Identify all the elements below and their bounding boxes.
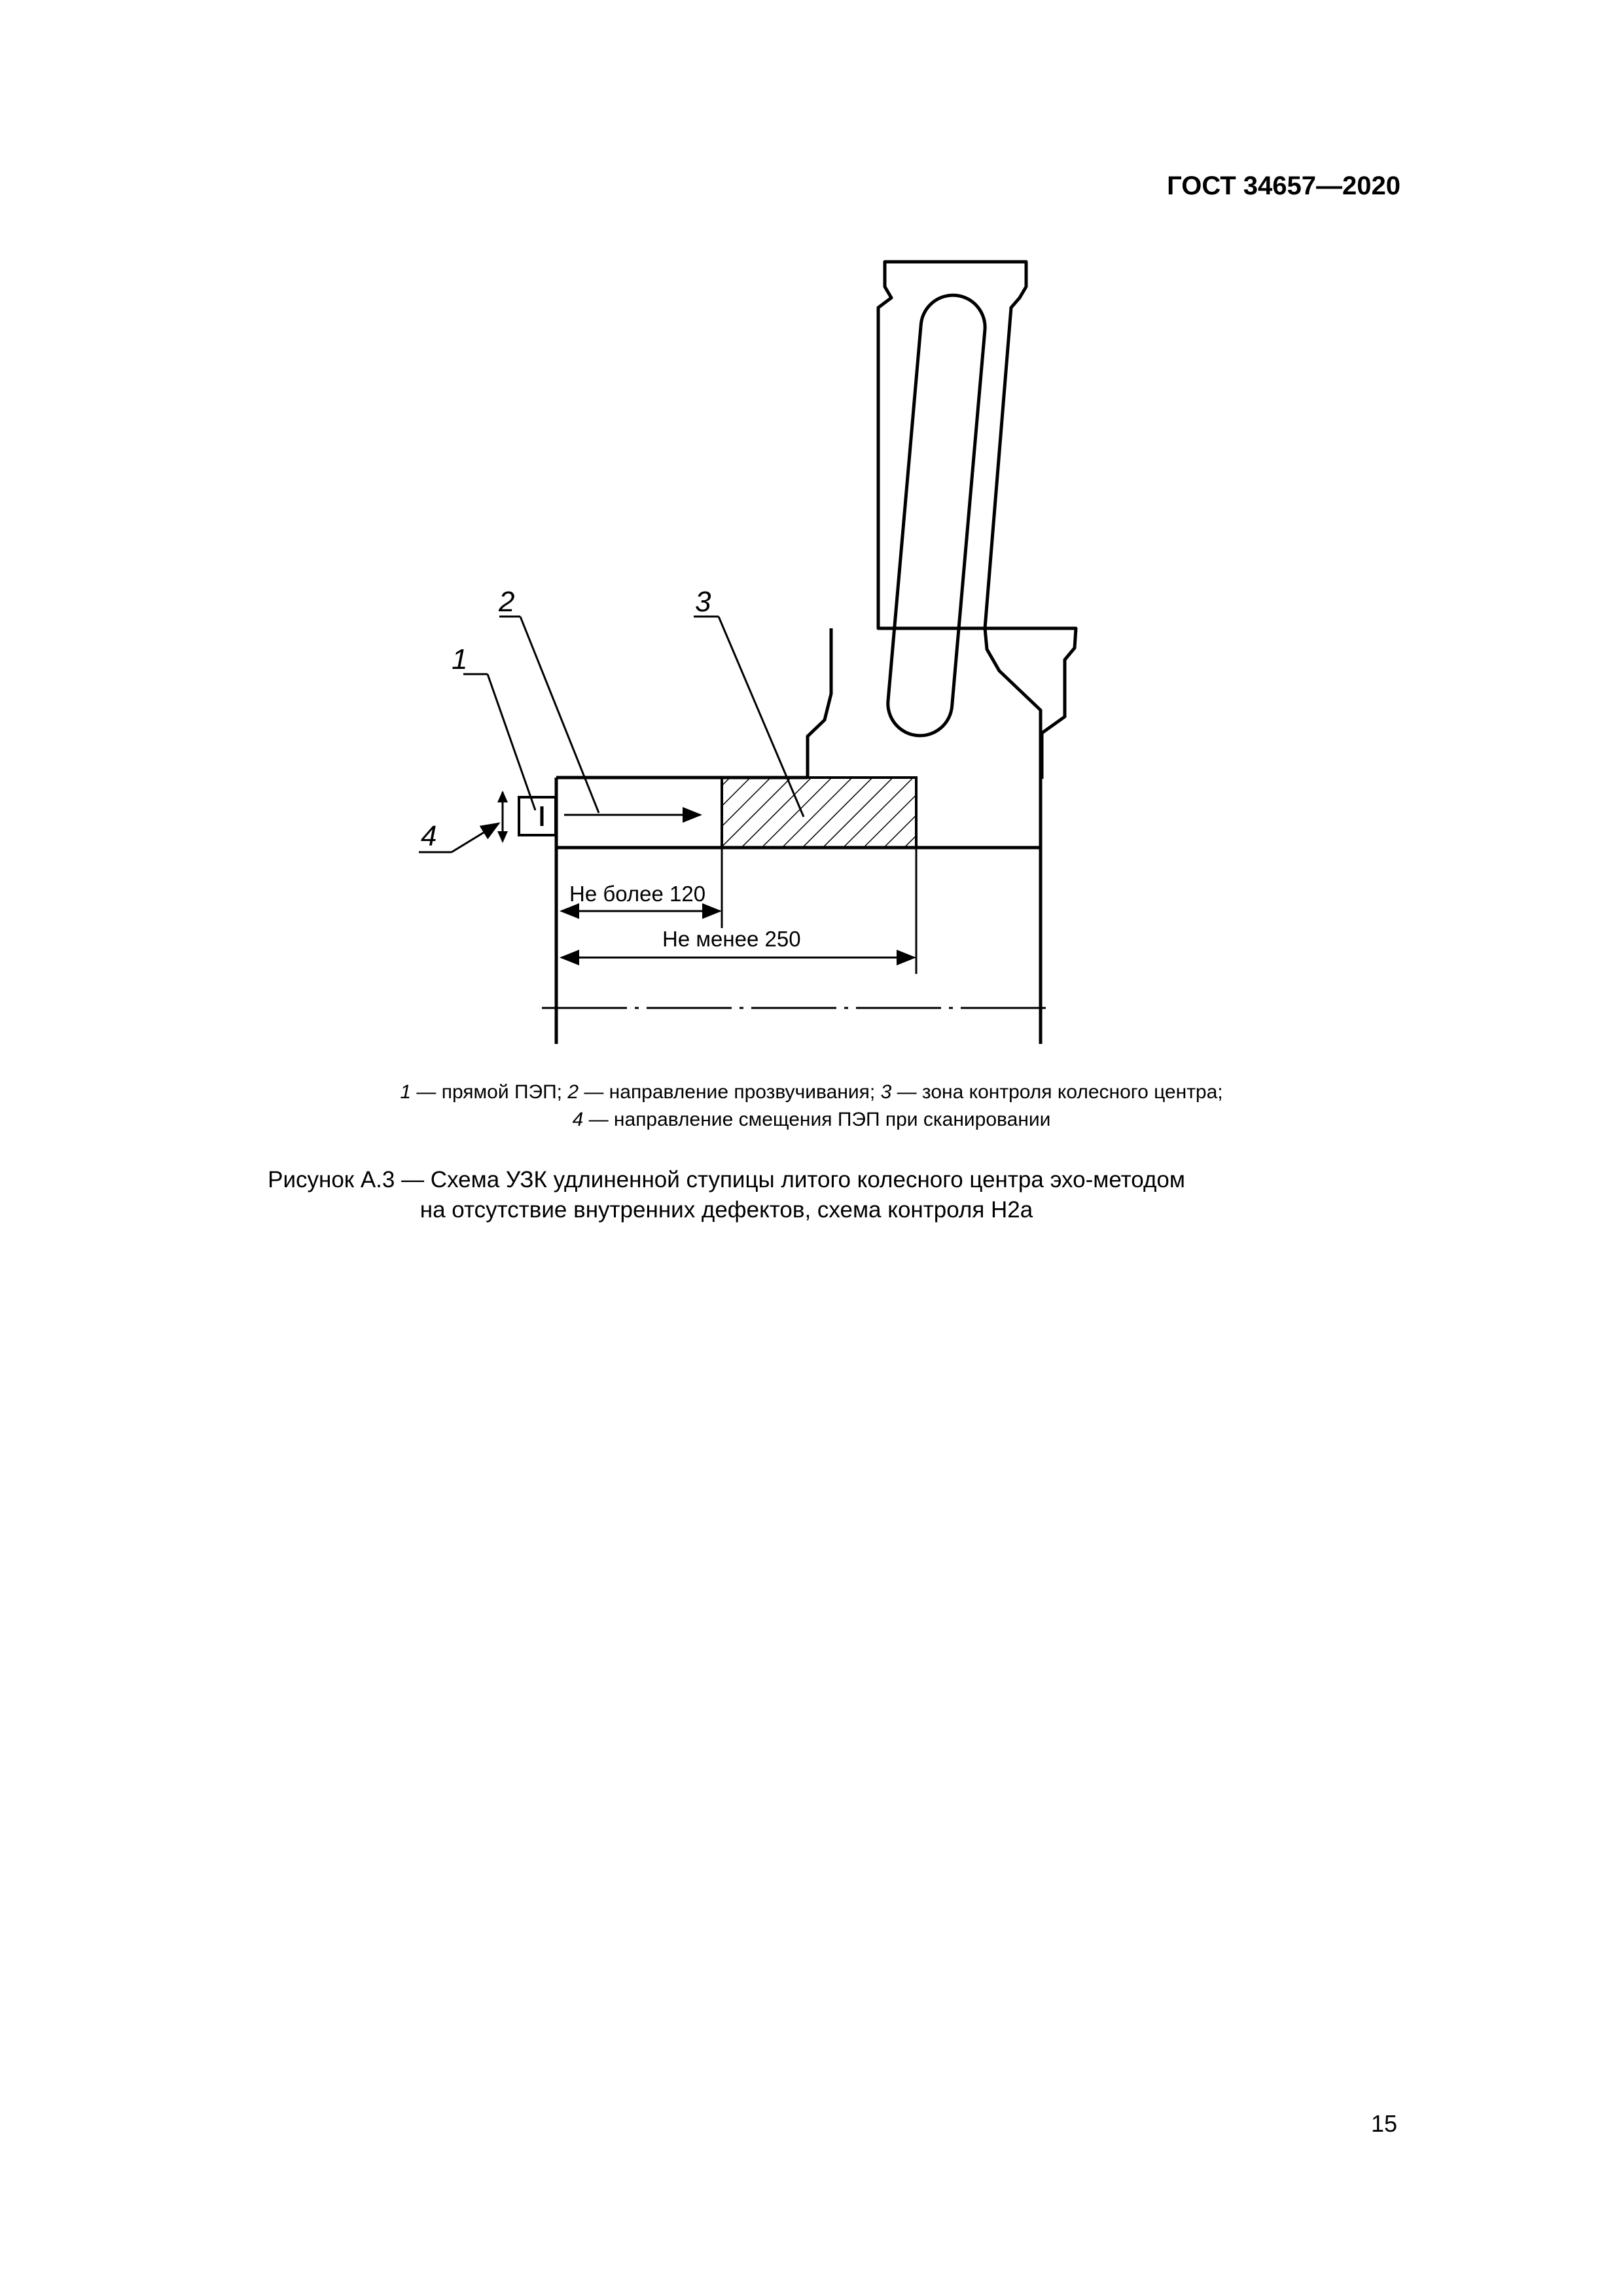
document-header: ГОСТ 34657—2020 xyxy=(1167,171,1400,200)
legend-num-2: 2 xyxy=(567,1081,579,1103)
legend-num-1: 1 xyxy=(400,1081,412,1103)
legend-num-3: 3 xyxy=(880,1081,892,1103)
wheel-spoke-outline xyxy=(878,262,1076,779)
callout-3: 3 xyxy=(695,586,711,618)
control-zone xyxy=(722,778,916,848)
callout-1: 1 xyxy=(452,643,468,675)
dimension-max-120: Не более 120 xyxy=(569,882,706,906)
legend-text-2: — направление прозвучивания; xyxy=(579,1081,881,1103)
figure-legend xyxy=(0,1079,1623,1134)
caption-line-1: Рисунок А.3 — Схема УЗК удлиненной ступицы литого колесного центра эхо-методом xyxy=(268,1167,1185,1193)
legend-text-4: — направление смещения ПЭП при сканировании xyxy=(583,1109,1051,1130)
legend-line-2 xyxy=(0,1106,1623,1134)
callout-2: 2 xyxy=(499,586,515,618)
figure-caption xyxy=(0,1165,1453,1225)
legend-text-3: — зона контроля колесного центра; xyxy=(891,1081,1223,1103)
dimension-min-250: Не менее 250 xyxy=(662,927,801,951)
spoke-slot xyxy=(885,293,988,738)
caption-line-2: на отсутствие внутренних дефектов, схема контроля Н2а xyxy=(419,1197,1033,1223)
callout-4: 4 xyxy=(421,820,437,852)
probe xyxy=(519,797,556,835)
legend-line-1 xyxy=(0,1079,1623,1106)
page-number: 15 xyxy=(1370,2110,1397,2137)
legend-text-1: — прямой ПЭП; xyxy=(411,1081,568,1103)
legend-num-4: 4 xyxy=(572,1109,584,1130)
